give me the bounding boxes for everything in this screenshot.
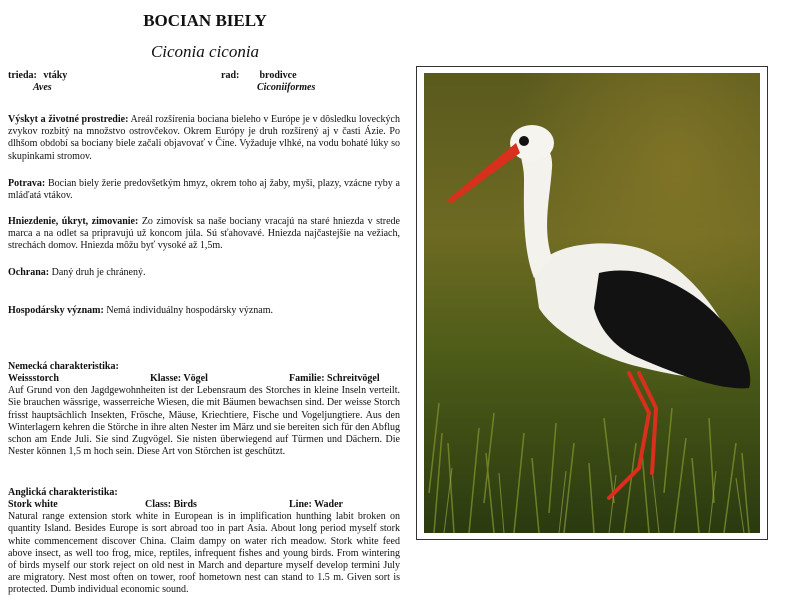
english-class-row — [8, 499, 400, 511]
section-german — [8, 361, 400, 458]
section-hniezdenie — [8, 216, 400, 253]
german-class-row — [8, 373, 400, 385]
english-text: Natural range extension stork white in European is in implification hunthing labit broken on quantity Island. Besides Europe is sort abroad too in part Asia. About long period myself stork white commencement discover China. Claim dampy on water rich meadow. Stork white feed above insect, as well too frog, mice, reptiles, infrequent fishes and young birds. From wintering of birds myself our stork reject on old nest in March and departure myself develop termini July are migratory. Nest most often on tower, roof hometown nest can stand to 1.5 m. Given sort is protected. Dumb individual economic sound. — [8, 511, 400, 596]
section-ochrana — [8, 267, 400, 279]
german-klasse: Klasse: Vögel — [150, 373, 208, 385]
english-name: Stork white — [8, 499, 58, 511]
stork-photo — [424, 73, 760, 533]
ochrana-label: Ochrana: — [8, 267, 50, 278]
rad-label: rad: — [221, 70, 240, 81]
german-text: Auf Grund von den Jagdgewohnheiten ist der Lebensraum des Storches in kleine Inseln verteilt. Sie brauchen wässrige, wasserreiche Wiesen, die mit Bäumen bewachsen sind. Der weisse Storch frisst hauptsächlich Insekten, Frösche, Mäuse, Kriechtiere, Fische und Vogeljungtiere. Aus den Winterlagern kehren die Störche in ihre alten Nester im März und sie bereiten sich für den Abflug schon am Ende Juli. Sie sind Zugvögel. Sie nisten überwiegend auf Türmen und Dächern. Die Nester können 1,5 m hoch sein. Diese Art von Störchen ist geschützt. — [8, 385, 400, 458]
section-hospodarsky — [8, 305, 400, 317]
ochrana-text: Daný druh je chránený. — [51, 267, 146, 278]
photo-frame — [416, 66, 768, 540]
english-line: Line: Wader — [289, 499, 343, 511]
rad-latin: Ciconiiformes — [257, 82, 316, 93]
vyskyt-text: Areál rozšírenia bociana bieleho v Európe je v dôsledku loveckých zvykov rozbitý na množstvo ostrovčekov. Okrem Európy je druh rozšírený aj v časti Ázie. Po dlhšom období sa bociany biele začali objavovať v Číne. Vyžaduje vlhké, na vodu bohaté lúky so skupinkami stromov. — [8, 114, 400, 162]
german-familie: Familie: Schreitvögel — [289, 373, 380, 385]
hniezdenie-label: Hniezdenie, úkryt, zimovanie: — [8, 216, 139, 227]
rad-value: brodivce — [259, 70, 297, 81]
vyskyt-label: Výskyt a životné prostredie: — [8, 114, 129, 125]
section-english — [8, 487, 400, 597]
trieda-value: vtáky — [43, 70, 68, 81]
trieda-label: trieda: — [8, 70, 37, 81]
taxonomy-rad — [221, 70, 315, 94]
german-name: Weissstorch — [8, 373, 59, 385]
trieda-latin: Aves — [33, 82, 52, 93]
page-title: BOCIAN BIELY — [143, 11, 267, 30]
latin-name: Ciconia ciconia — [150, 42, 260, 61]
hospodarsky-text: Nemá individuálny hospodársky význam. — [106, 305, 273, 316]
german-heading: Nemecká charakteristika: — [8, 361, 119, 372]
section-vyskyt — [8, 114, 400, 163]
potrava-label: Potrava: — [8, 178, 46, 189]
hospodarsky-label: Hospodársky význam: — [8, 305, 104, 316]
stork-head — [510, 125, 554, 161]
hniezdenie-text: Zo zimovísk sa naše bociany vracajú na staré hniezda v strede marca a na odlet sa pripravujú už koncom júla. Sú sťahovavé. Hniezda najčastejšie na vežiach, strechách domov. Hniezda môžu byť vysoké až 1,5m. — [8, 216, 400, 252]
taxonomy-trieda — [8, 70, 67, 94]
potrava-text: Bocian biely žerie predovšetkým hmyz, okrem toho aj žaby, myši, plazy, vzácne ryby a mláďatá vtákov. — [8, 178, 400, 202]
english-heading: Anglická charakteristika: — [8, 487, 118, 498]
stork-eye — [519, 136, 529, 146]
section-potrava — [8, 178, 400, 202]
english-class: Class: Birds — [145, 499, 197, 511]
